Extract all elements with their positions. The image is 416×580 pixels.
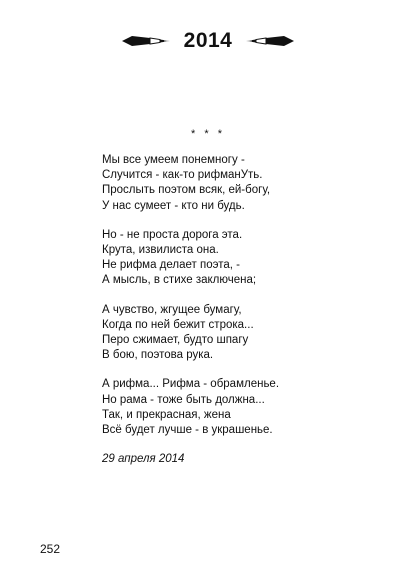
poem-line: Но рама - тоже быть должна... [102,393,265,406]
poem-line: А мысль, в стихе заключена; [102,274,257,287]
poem-line: У нас сумеет - кто ни будь. [102,199,245,212]
poem-line: Не рифма делает поэта, - [102,259,240,272]
poem [102,153,392,467]
year-heading: 2014 [183,29,233,52]
poem-line: Прослыть поэтом всяк, ей-богу, [102,184,271,197]
stanza [102,228,392,289]
poem-line: Мы все умеем понемногу - [102,154,245,166]
poem-line: Когда по ней бежит строка... [102,318,254,331]
stanza [102,303,392,364]
poem-line: Крута, извилиста она. [102,244,219,257]
poem-line: В бою, поэтова рука. [102,349,214,362]
page-header [0,30,416,51]
stanza [102,377,392,438]
fountain-pen-icon [120,33,172,49]
fountain-pen-icon [244,33,296,49]
poem-date: 29 апреля 2014 [102,453,185,466]
page-number: 252 [40,542,61,556]
poem-line: Всё будет лучше - в украшенье. [102,424,273,437]
poem-line: Так, и прекрасная, жена [102,408,231,421]
stanza [102,153,392,214]
poem-line: А чувство, жгущее бумагу, [102,303,242,316]
poem-line: А рифма... Рифма - обрамленье. [102,378,280,391]
poem-line: Случится - как-то рифманУть. [102,169,263,182]
section-separator: * * * [191,128,225,140]
poem-line: Перо сжимает, будто шпагу [102,334,249,347]
poem-line: Но - не проста дорога эта. [102,228,243,241]
